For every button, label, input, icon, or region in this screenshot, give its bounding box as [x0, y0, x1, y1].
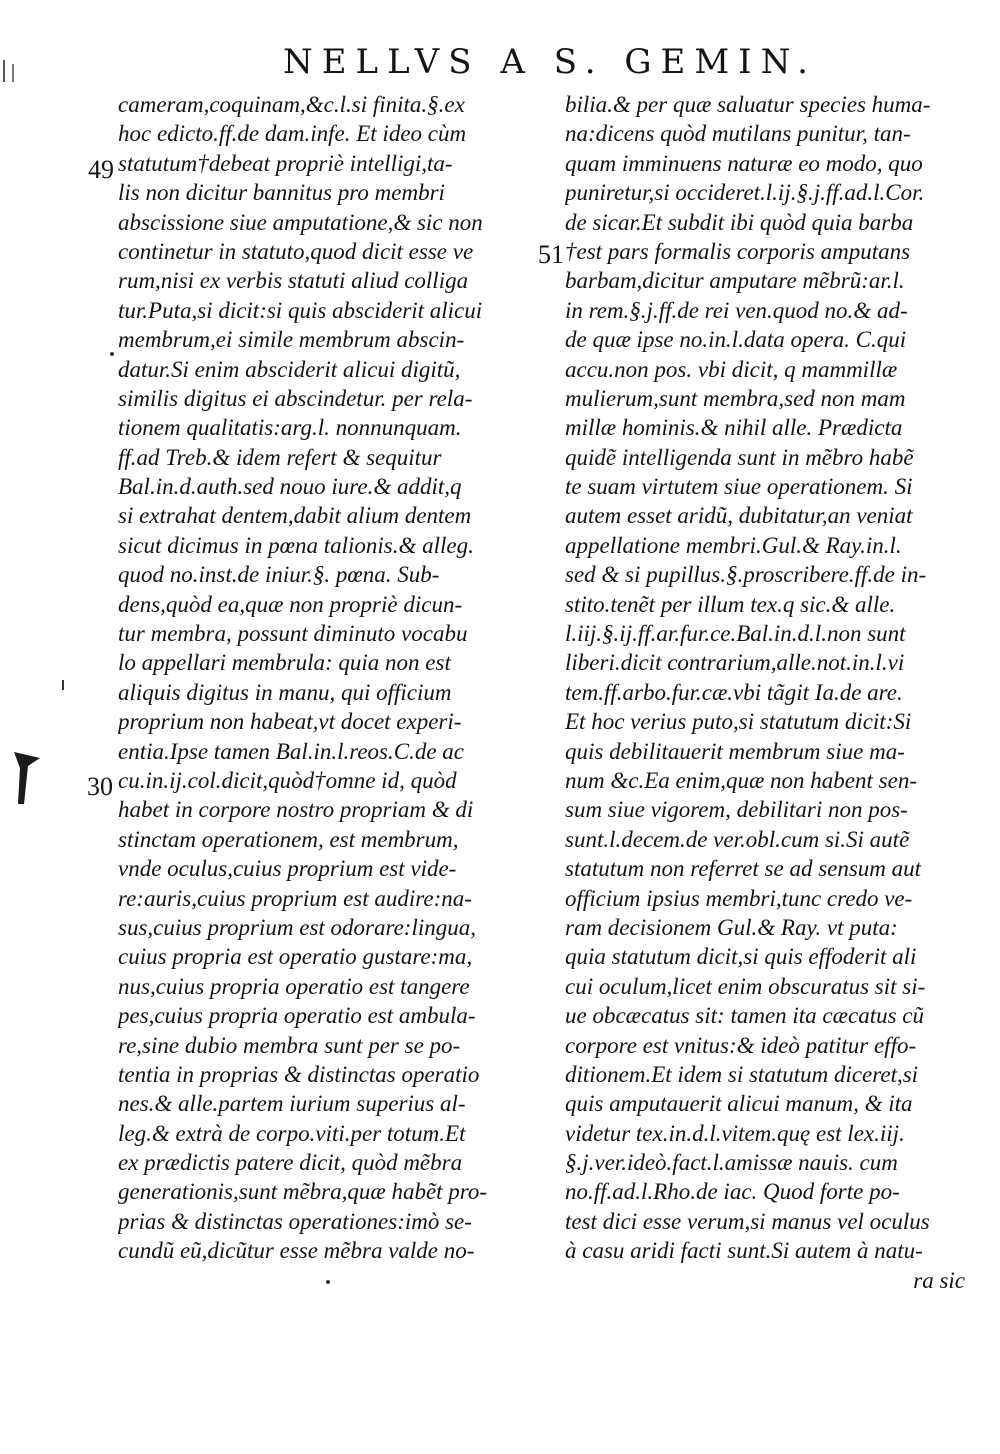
text-line: stito.tenẽt per illum tex.q sic.& alle. [565, 591, 896, 617]
text-line: num &c.Ea enim,quæ non habent sen- [565, 767, 917, 793]
text-line: vnde oculus,cuius proprium est vide- [118, 856, 457, 882]
text-line: in rem.§.j.ff.de rei ven.quod no.& ad- [565, 297, 908, 323]
text-line: de quæ ipse no.in.l.data opera. C.qui [565, 327, 907, 353]
text-line: ex prædictis patere dicit, quòd mẽbra [118, 1150, 463, 1176]
text-line: cui oculum,licet enim obscuratus sit si- [565, 973, 926, 999]
text-line: sunt.l.decem.de ver.obl.cum si.Si autẽ [565, 826, 910, 852]
text-line: accu.non pos. vbi dicit, q mammillæ [565, 356, 898, 382]
ink-speck [62, 680, 64, 690]
text-line: corpore est vnitus:& ideò patitur effo- [565, 1032, 917, 1058]
text-line: lis non dicitur bannitus pro membri [118, 180, 445, 206]
text-line: quis amputauerit alicui manum, & ita [565, 1091, 913, 1117]
text-line: ra sic [913, 1267, 965, 1293]
page-edge-mark [12, 64, 14, 82]
text-line: Bal.in.d.auth.sed nouo iure.& addit,q [118, 474, 462, 500]
right-column [565, 90, 965, 1295]
text-line: puniretur,si occideret.l.ij.§.j.ff.ad.l.Cor. [565, 180, 925, 206]
text-line: tur membra, possunt diminuto vocabu [118, 621, 468, 647]
ink-speck [110, 352, 114, 356]
ink-mark-icon [6, 748, 46, 808]
text-line: tem.ff.arbo.fur.cæ.vbi tãgit Ia.de are. [565, 679, 903, 705]
text-line: sus,cuius proprium est odorare:lingua, [118, 914, 476, 940]
text-line: pes,cuius propria operatio est ambula- [118, 1003, 476, 1029]
text-line: cu.in.ij.col.dicit,quòd†omne id, quòd [118, 767, 457, 793]
text-line: datur.Si enim absciderit alicui digitũ, [118, 356, 461, 382]
text-line: cameram,coquinam,&c.l.si finita.§.ex [118, 92, 465, 117]
text-line: liberi.dicit contrarium,alle.not.in.l.vi [565, 650, 905, 676]
text-line: nus,cuius propria operatio est tangere [118, 973, 470, 999]
text-line: mulierum,sunt membra,sed non mam [565, 385, 906, 411]
text-line: proprium non habeat,vt docet experi- [118, 709, 462, 735]
text-line: membrum,ei simile membrum abscin- [118, 327, 465, 353]
text-line: te suam virtutem siue operationem. Si [565, 474, 913, 500]
text-line: continetur in statuto,quod dicit esse ve [118, 238, 474, 264]
margin-number-51: 51 [538, 240, 564, 269]
text-line: re:auris,cuius proprium est audire:na- [118, 885, 472, 911]
text-line: sicut dicimus in pœna talionis.& alleg. [118, 532, 474, 558]
text-line: leg.& extrà de corpo.viti.per totum.Et [118, 1120, 466, 1146]
text-line: tur.Puta,si dicit:si quis absciderit alicui [118, 297, 483, 323]
text-line: §.j.ver.ideò.fact.l.amissæ nauis. cum [565, 1150, 898, 1176]
text-line: l.iij.§.ij.ff.ar.fur.ce.Bal.in.d.l.non sunt [565, 621, 906, 647]
text-line: cuius propria est operatio gustare:ma, [118, 944, 473, 970]
text-line: ff.ad Treb.& idem refert & sequitur [118, 444, 442, 470]
left-column [118, 90, 538, 1266]
margin-number-30: 30 [87, 772, 113, 801]
text-line: tentia in proprias & distinctas operatio [118, 1061, 480, 1087]
text-line: aliquis digitus in manu, qui officium [118, 679, 452, 705]
text-line: cundũ eũ,dicũtur esse mẽbra valde no- [118, 1238, 475, 1264]
text-line: lo appellari membrula: quia non est [118, 650, 451, 676]
text-line: quidẽ intelligenda sunt in mẽbro habẽ [565, 444, 914, 470]
text-line: na:dicens quòd mutilans punitur, tan- [565, 121, 911, 147]
text-line: tionem qualitatis:arg.l. nonnunquam. [118, 415, 462, 441]
text-line: ue obcæcatus sit: tamen ita cæcatus cũ [565, 1003, 924, 1029]
text-line: Et hoc verius puto,si statutum dicit:Si [565, 709, 912, 735]
text-line: sed & si pupillus.§.proscribere.ff.de in- [565, 562, 927, 588]
text-line: habet in corpore nostro propriam & di [118, 797, 474, 823]
text-line: bilia.& per quæ saluatur species huma- [565, 92, 931, 117]
text-line: barbam,dicitur amputare mẽbrũ:ar.l. [565, 268, 905, 294]
text-line: ditionem.Et idem si statutum diceret,si [565, 1061, 919, 1087]
text-line: rum,nisi ex verbis statuti aliud colliga [118, 268, 469, 294]
text-line: dens,quòd ea,quæ non propriè dicun- [118, 591, 463, 617]
text-line: test dici esse verum,si manus vel oculus [565, 1208, 930, 1234]
margin-number-49: 49 [88, 155, 114, 184]
text-line: no.ff.ad.l.Rho.de iac. Quod forte po- [565, 1179, 900, 1205]
text-line: generationis,sunt mẽbra,quæ habẽt pro- [118, 1179, 488, 1205]
text-line: videtur tex.in.d.l.vitem.quę est lex.iij. [565, 1120, 905, 1146]
text-line: nes.& alle.partem iurium superius al- [118, 1091, 466, 1117]
text-line: autem esset aridũ, dubitatur,an veniat [565, 503, 913, 529]
text-line: millæ hominis.& nihil alle. Prædicta [565, 415, 903, 441]
text-line: à casu aridi facti sunt.Si autem à natu- [565, 1238, 923, 1264]
text-line: statutum†debeat propriè intelligi,ta- [118, 150, 453, 176]
text-line: entia.Ipse tamen Bal.in.l.reos.C.de ac [118, 738, 464, 764]
text-line: similis digitus ei abscindetur. per rela- [118, 385, 473, 411]
text-line: appellatione membri.Gul.& Ray.in.l. [565, 532, 902, 558]
text-line: stinctam operationem, est membrum, [118, 826, 459, 852]
text-line: †est pars formalis corporis amputans [565, 238, 911, 264]
text-line: quis debilitauerit membrum siue ma- [565, 738, 905, 764]
ink-speck [326, 1280, 330, 1284]
text-line: quam imminuens naturæ eo modo, quo [565, 150, 923, 176]
text-line: hoc edicto.ff.de dam.infe. Et ideo cùm [118, 121, 467, 147]
text-line: ram decisionem Gul.& Ray. vt puta: [565, 914, 898, 940]
text-line: abscissione siue amputatione,& sic non [118, 209, 483, 235]
text-line: officium ipsius membri,tunc credo ve- [565, 885, 913, 911]
text-line: prias & distinctas operationes:imò se- [118, 1208, 472, 1234]
text-line: quia statutum dicit,si quis effoderit ali [565, 944, 917, 970]
text-line: si extrahat dentem,dabit alium dentem [118, 503, 472, 529]
text-line: re,sine dubio membra sunt per se po- [118, 1032, 461, 1058]
running-head: NELLVS A S. GEMIN. [282, 42, 817, 82]
page-edge-mark [3, 60, 5, 82]
text-line: statutum non referret se ad sensum aut [565, 856, 922, 882]
text-line: de sicar.Et subdit ibi quòd quia barba [565, 209, 914, 235]
text-line: sum siue vigorem, debilitari non pos- [565, 797, 908, 823]
text-line: quod no.inst.de iniur.§. pœna. Sub- [118, 562, 440, 588]
